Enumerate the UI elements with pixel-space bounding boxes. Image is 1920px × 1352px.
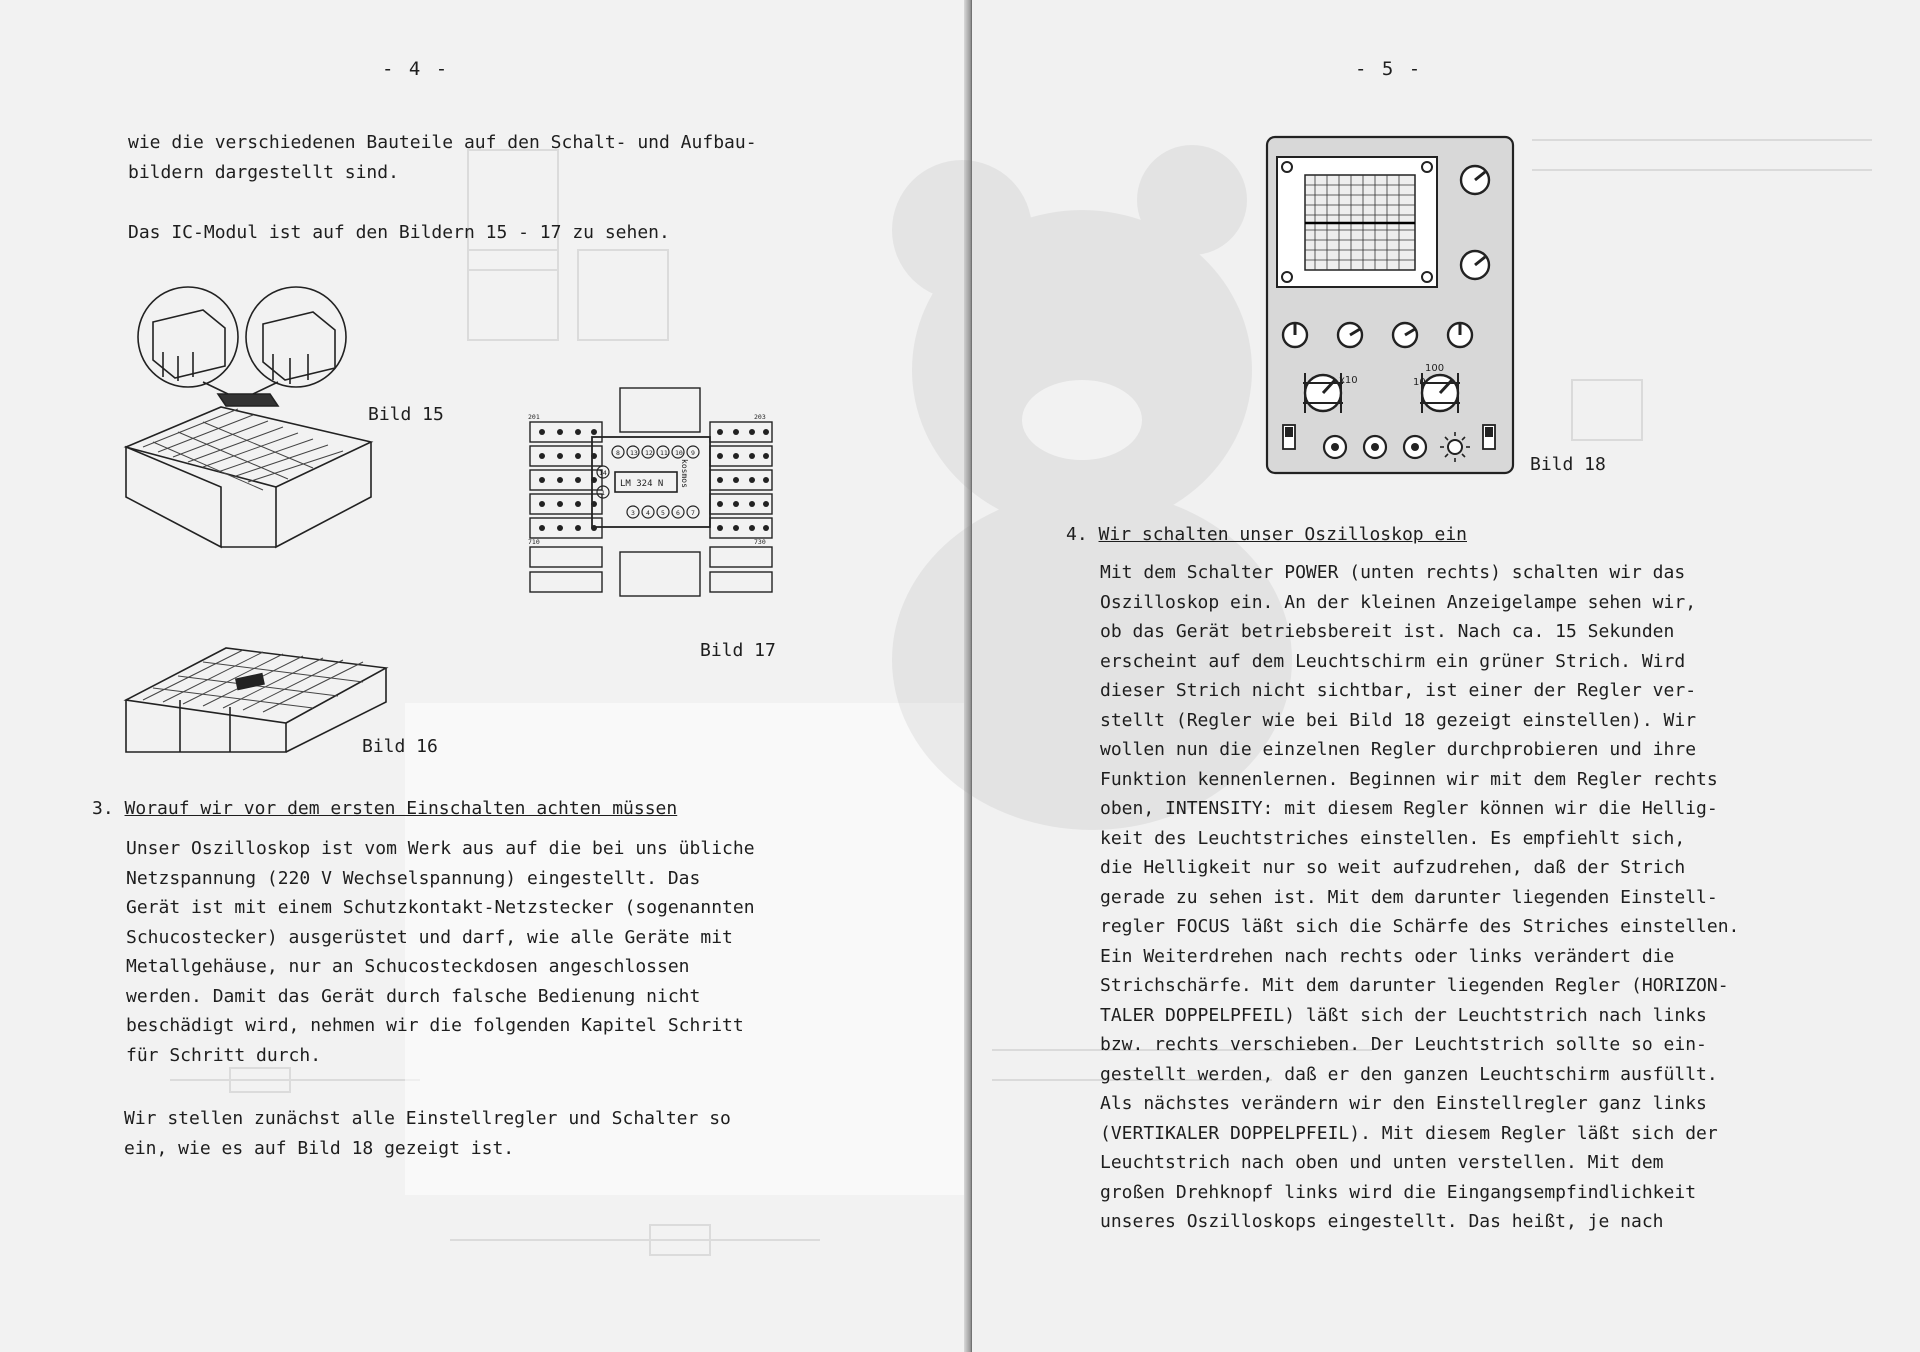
bild17-pin-8: 8 <box>616 449 620 457</box>
s4-line: ob das Gerät betriebsbereit ist. Nach ca. 15 Sekunden <box>1100 621 1675 642</box>
intro-paragraph <box>128 128 757 187</box>
bild18-oscilloscope <box>1265 135 1515 475</box>
s4-line: Oszilloskop ein. An der kleinen Anzeigelampe sehen wir, <box>1100 591 1697 613</box>
s4-line: die Helligkeit nur so weit aufzudrehen, daß der Strich <box>1100 857 1686 878</box>
bild15-illustration <box>118 282 378 562</box>
s4-line: unseres Oszilloskops eingestellt. Das heißt, je nach <box>1100 1211 1664 1232</box>
bild17-pin-13: 13 <box>630 449 638 457</box>
caption-bild-15: Bild 15 <box>368 404 444 425</box>
bild17-pin-10: 10 <box>675 449 683 457</box>
section-3-title: Worauf wir vor dem ersten Einschalten achten müssen <box>124 798 678 819</box>
s4-line: TALER DOPPELPFEIL) läßt sich der Leuchtstrich nach links <box>1100 1004 1707 1026</box>
s3-line: beschädigt wird, nehmen wir die folgenden Kapitel Schritt <box>126 1015 744 1036</box>
bild17-pin-12: 12 <box>645 449 653 457</box>
s4-line: oben, INTENSITY: mit diesem Regler können wir die Hellig- <box>1100 798 1718 819</box>
closing-line: ein, wie es auf Bild 18 gezeigt ist. <box>124 1137 515 1159</box>
bild17-num-203: 203 <box>754 413 766 421</box>
bild17-pin-11: 11 <box>660 449 668 457</box>
section-3-heading <box>92 798 677 819</box>
bild18-label-100: 100 <box>1425 363 1445 374</box>
s4-line: gestellt werden, daß er den ganzen Leuchtschirm ausfüllt. <box>1100 1063 1718 1085</box>
section-4-heading <box>1066 524 1467 545</box>
bild17-num-710: 710 <box>528 538 540 546</box>
page-number: - 4 - <box>382 58 450 80</box>
s4-line: Funktion kennenlernen. Beginnen wir mit dem Regler rechts <box>1100 768 1718 790</box>
bild17-pin-1: 1 <box>601 489 605 497</box>
s3-line: Schucostecker) ausgerüstet und darf, wie alle Geräte mit <box>126 926 733 948</box>
s4-line: stellt (Regler wie bei Bild 18 gezeigt einstellen). Wir <box>1100 709 1697 731</box>
bild17-pin-6: 6 <box>676 509 680 517</box>
s4-line: wollen nun die einzelnen Regler durchprobieren und ihre <box>1100 739 1697 760</box>
bild17-pin-14: 14 <box>599 469 607 477</box>
intro-line: wie die verschiedenen Bauteile auf den Schalt- und Aufbau- <box>128 132 757 153</box>
s3-line: werden. Damit das Gerät durch falsche Bedienung nicht <box>126 985 701 1007</box>
bild16-illustration <box>118 622 398 762</box>
bild17-pin-9: 9 <box>691 449 695 457</box>
bild17-illustration <box>520 382 782 602</box>
s3-line: für Schritt durch. <box>126 1044 322 1066</box>
closing-line: Wir stellen zunächst alle Einstellregler und Schalter so <box>124 1108 731 1129</box>
caption-bild-17: Bild 17 <box>700 640 776 661</box>
s4-line: erscheint auf dem Leuchtschirm ein grüner Strich. Wird <box>1100 650 1686 672</box>
bild17-num-730: 730 <box>754 538 766 546</box>
s4-line: Mit dem Schalter POWER (unten rechts) schalten wir das <box>1100 562 1686 583</box>
intro-line: bildern dargestellt sind. <box>128 161 399 183</box>
s4-line: regler FOCUS läßt sich die Schärfe des Striches einstellen. <box>1100 916 1740 937</box>
section-4-paragraph <box>1100 558 1739 1237</box>
bild18-label-10: 10 <box>1413 377 1426 388</box>
bild18-label-x10: x10 <box>1339 375 1358 386</box>
s4-line: (VERTIKALER DOPPELPFEIL). Mit diesem Regler läßt sich der <box>1100 1122 1718 1144</box>
bild17-pin-3: 3 <box>631 509 635 517</box>
s3-line: Gerät ist mit einem Schutzkontakt-Netzstecker (sogenannten <box>126 897 755 918</box>
section-3-paragraph <box>126 834 755 1070</box>
s4-line: gerade zu sehen ist. Mit dem darunter liegenden Einstell- <box>1100 886 1718 908</box>
s4-line: dieser Strich nicht sichtbar, ist einer der Regler ver- <box>1100 680 1697 701</box>
bild17-num-201: 201 <box>528 413 540 421</box>
s4-line: keit des Leuchtstriches einstellen. Es empfiehlt sich, <box>1100 827 1686 849</box>
bild17-chip-label: LM 324 N <box>620 479 664 489</box>
s3-line: Metallgehäuse, nur an Schucosteckdosen angeschlossen <box>126 956 690 977</box>
bild17-pin-4: 4 <box>646 509 650 517</box>
section-4-title: Wir schalten unser Oszilloskop ein <box>1098 524 1467 545</box>
bild17-pin-5: 5 <box>661 509 665 517</box>
section-3-number: 3. <box>92 798 114 819</box>
bild17-pin-7: 7 <box>691 509 695 517</box>
s4-line: Strichschärfe. Mit dem darunter liegenden Regler (HORIZON- <box>1100 975 1729 996</box>
caption-bild-18: Bild 18 <box>1530 454 1606 475</box>
bild17-brand: kosmos <box>680 459 689 488</box>
page-number: - 5 - <box>1355 58 1423 80</box>
s4-line: großen Drehknopf links wird die Eingangsempfindlichkeit <box>1100 1181 1697 1203</box>
right-page <box>972 0 1920 1352</box>
s4-line: Ein Weiterdrehen nach rechts oder links verändert die <box>1100 945 1675 967</box>
s3-line: Netzspannung (220 V Wechselspannung) eingestellt. Das <box>126 867 701 889</box>
s4-line: Als nächstes verändern wir den Einstellregler ganz links <box>1100 1093 1707 1114</box>
s4-line: Leuchtstrich nach oben und unten verstellen. Mit dem <box>1100 1152 1664 1173</box>
closing-paragraph <box>124 1104 731 1163</box>
s3-line: Unser Oszilloskop ist vom Werk aus auf die bei uns übliche <box>126 838 755 859</box>
caption-bild-16: Bild 16 <box>362 736 438 757</box>
section-4-number: 4. <box>1066 524 1088 545</box>
s4-line: bzw. rechts verschieben. Der Leuchtstrich sollte so ein- <box>1100 1034 1707 1055</box>
ic-sentence: Das IC-Modul ist auf den Bildern 15 - 17 zu sehen. <box>128 222 670 243</box>
